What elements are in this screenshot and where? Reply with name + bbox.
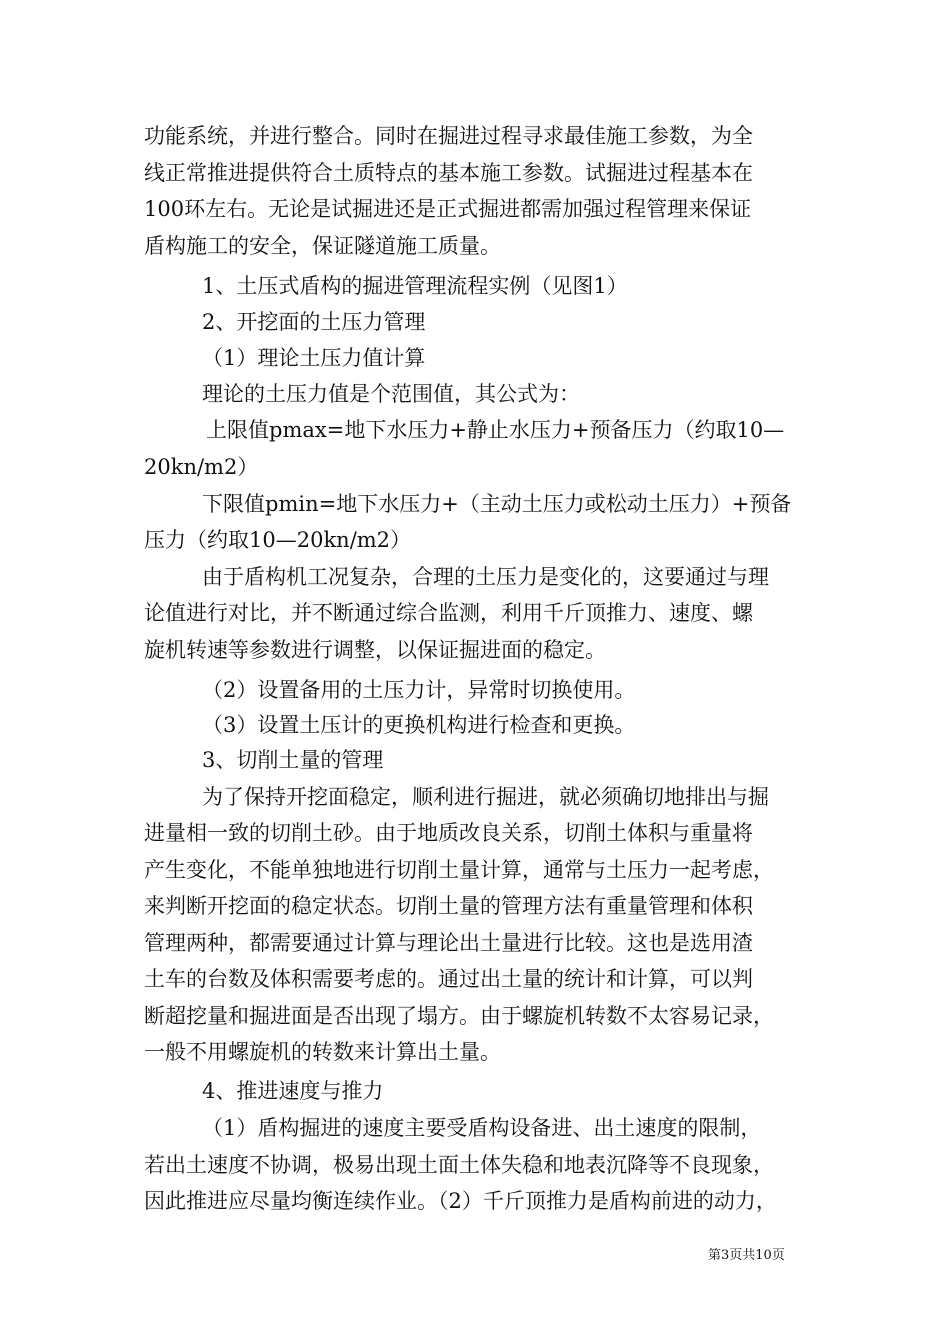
formula-line: 压力（约取10—20kn/m2） [144,528,412,552]
section-heading: 3、切削土量的管理 [202,748,384,772]
text-line: 断超挖量和掘进面是否出现了塌方。由于螺旋机转数不太容易记录， [144,1004,774,1028]
text-line: 100环左右。无论是试掘进还是正式掘进都需加强过程管理来保证 [144,197,752,221]
text-line: 论值进行对比，并不断通过综合监测，利用千斤顶推力、速度、螺 [144,601,753,625]
text-line: 管理两种，都需要通过计算与理论出土量进行比较。这也是选用渣 [144,931,753,955]
text-line: 盾构施工的安全，保证隧道施工质量。 [144,234,501,258]
text-line: 进量相一致的切削土砂。由于地质改良关系，切削土体积与重量将 [144,821,753,845]
text-line: 一般不用螺旋机的转数来计算出土量。 [144,1040,501,1064]
text-line: 理论的土压力值是个范围值，其公式为： [202,382,580,406]
subsection-heading: （1）理论土压力值计算 [202,346,426,370]
text-line: 旋机转速等参数进行调整，以保证掘进面的稳定。 [144,638,606,662]
text-line: 若出土速度不协调，极易出现土面土体失稳和地表沉降等不良现象， [144,1153,774,1177]
text-line: 功能系统，并进行整合。同时在掘进过程寻求最佳施工参数，为全 [144,124,753,148]
text-line: 因此推进应尽量均衡连续作业。（2）千斤顶推力是盾构前进的动力， [144,1189,777,1213]
text-line: 由于盾构机工况复杂，合理的土压力是变化的，这要通过与理 [202,565,769,589]
formula-line: 20kn/m2） [144,455,259,479]
section-heading: 1、土压式盾构的掘进管理流程实例（见图1） [202,274,628,298]
formula-line: 下限值pmin=地下水压力+（主动土压力或松动土压力）+预备 [202,492,792,516]
text-line: 产生变化，不能单独地进行切削土量计算，通常与土压力一起考虑， [144,858,774,882]
formula-line: 上限值pmax=地下水压力+静止水压力+预备压力（约取10— [206,418,785,442]
text-line: 线正常推进提供符合土质特点的基本施工参数。试掘进过程基本在 [144,161,753,185]
page-footer: 第3页共10页 [708,1248,785,1263]
text-line: 为了保持开挖面稳定，顺利进行掘进，就必须确切地排出与掘 [202,785,769,809]
text-line: （1）盾构掘进的速度主要受盾构设备进、出土速度的限制， [202,1116,762,1140]
text-line: 土车的台数及体积需要考虑的。通过出土量的统计和计算，可以判 [144,967,753,991]
text-line: （3）设置土压计的更换机构进行检查和更换。 [202,713,636,737]
text-line: 来判断开挖面的稳定状态。切削土量的管理方法有重量管理和体积 [144,894,753,918]
section-heading: 2、开挖面的土压力管理 [202,310,426,334]
section-heading: 4、推进速度与推力 [202,1079,384,1103]
text-line: （2）设置备用的土压力计，异常时切换使用。 [202,678,636,702]
